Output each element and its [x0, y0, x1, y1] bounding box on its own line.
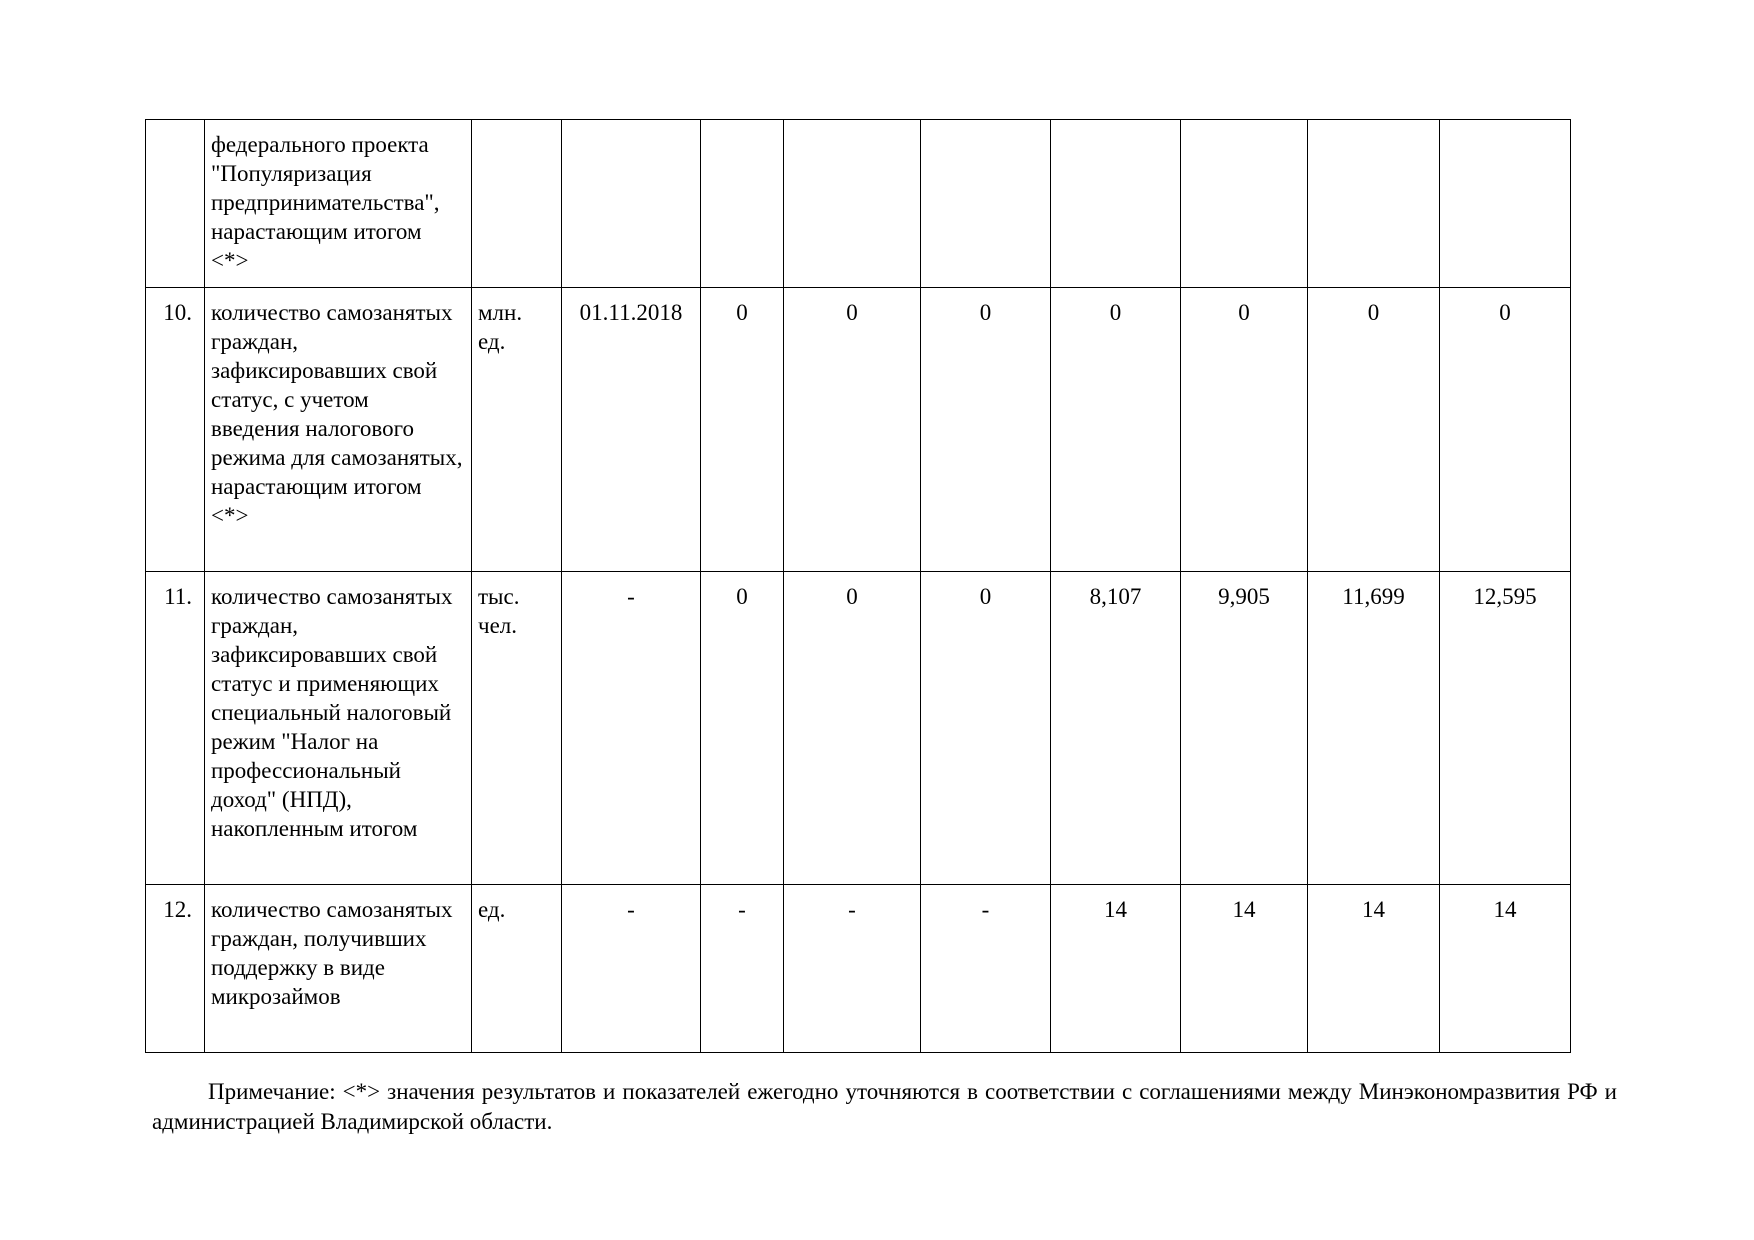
- value-cell: 0: [921, 288, 1051, 572]
- value-cell: [1051, 120, 1181, 288]
- value-cell: 9,905: [1181, 572, 1308, 885]
- value-cell: 11,699: [1308, 572, 1440, 885]
- row-number: [146, 120, 205, 288]
- unit-of-measure: [472, 120, 562, 288]
- table-row-continuation: [146, 120, 1571, 288]
- indicators-table: [145, 119, 1571, 1053]
- value-cell: 14: [1181, 885, 1308, 1053]
- table-row: [146, 288, 1571, 572]
- row-number: 10.: [146, 288, 205, 572]
- base-date: -: [562, 885, 701, 1053]
- indicator-name: количество самозанятых граждан, зафиксировавших свой статус, с учетом введения налогового режима для самозанятых, нарастающим итогом <*>: [205, 288, 472, 572]
- unit-of-measure: тыс. чел.: [472, 572, 562, 885]
- table-row: [146, 572, 1571, 885]
- value-cell: 0: [701, 572, 784, 885]
- value-cell: [1181, 120, 1308, 288]
- base-date: 01.11.2018: [562, 288, 701, 572]
- row-number: 11.: [146, 572, 205, 885]
- value-cell: -: [921, 885, 1051, 1053]
- value-cell: 14: [1440, 885, 1571, 1053]
- value-cell: -: [784, 885, 921, 1053]
- value-cell: 0: [921, 572, 1051, 885]
- value-cell: 12,595: [1440, 572, 1571, 885]
- value-cell: 14: [1051, 885, 1181, 1053]
- value-cell: [921, 120, 1051, 288]
- value-cell: 0: [1440, 288, 1571, 572]
- value-cell: [784, 120, 921, 288]
- footnote-note: Примечание: <*> значения результатов и показателей ежегодно уточняются в соответствии с соглашениями между Минэкономразвития РФ и администрацией Владимирской области.: [152, 1079, 1617, 1134]
- unit-of-measure: млн. ед.: [472, 288, 562, 572]
- value-cell: 0: [784, 572, 921, 885]
- unit-of-measure: ед.: [472, 885, 562, 1053]
- base-date: -: [562, 572, 701, 885]
- indicator-name: федерального проекта "Популяризация предпринимательства", нарастающим итогом <*>: [205, 120, 472, 288]
- row-number: 12.: [146, 885, 205, 1053]
- indicator-name: количество самозанятых граждан, получивших поддержку в виде микрозаймов: [205, 885, 472, 1053]
- value-cell: 8,107: [1051, 572, 1181, 885]
- value-cell: [1440, 120, 1571, 288]
- value-cell: [562, 120, 701, 288]
- value-cell: 0: [1181, 288, 1308, 572]
- value-cell: 14: [1308, 885, 1440, 1053]
- value-cell: [701, 120, 784, 288]
- table-row: [146, 885, 1571, 1053]
- indicator-name: количество самозанятых граждан, зафиксировавших свой статус и применяющих специальный налоговый режим "Налог на профессиональный доход" (НПД), накопленным итогом: [205, 572, 472, 885]
- value-cell: 0: [701, 288, 784, 572]
- value-cell: 0: [784, 288, 921, 572]
- value-cell: [1308, 120, 1440, 288]
- value-cell: 0: [1308, 288, 1440, 572]
- value-cell: 0: [1051, 288, 1181, 572]
- value-cell: -: [701, 885, 784, 1053]
